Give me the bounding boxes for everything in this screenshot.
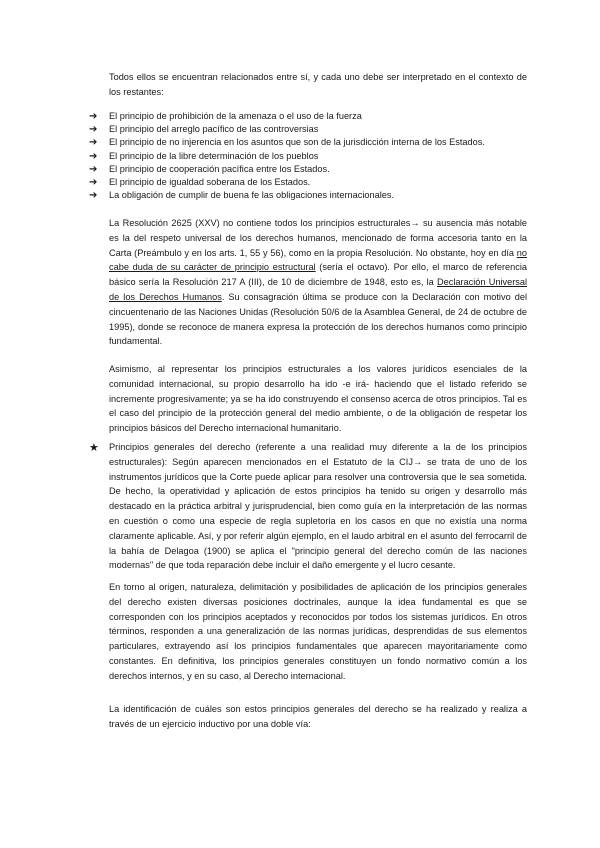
arrow-icon: ➔ bbox=[89, 137, 98, 149]
arrow-icon: ➔ bbox=[89, 111, 98, 122]
list-item-text: El principio de igualdad soberana de los Estados. bbox=[109, 176, 311, 187]
intro-paragraph: Todos ellos se encuentran relacionados entre sí, y cada uno debe ser interpretado en el contexto de los restantes: bbox=[109, 72, 527, 97]
arrow-icon: ➔ bbox=[89, 124, 98, 136]
star-icon: ★ bbox=[89, 442, 99, 454]
arrow-icon: ➔ bbox=[89, 150, 98, 162]
resolution-paragraph bbox=[109, 216, 527, 349]
list-item bbox=[89, 189, 485, 202]
udhr-underline: Declaración Universal de los Derechos Humanos bbox=[109, 277, 528, 302]
list-item-text: La obligación de cumplir de buena fe las obligaciones internacionales. bbox=[109, 190, 395, 201]
resolution-text-1: La Resolución 2625 (XXV) no contiene todos los principios estructurales→ su ausencia más notable es la del respeto universal de los derechos humanos, mencionado de forma accesoria tanto en la Carta (Preámbulo y en los arts. 1, 55 y 56), como en la propia Resolución. No obstante, hoy en día bbox=[109, 218, 527, 258]
resolution-text-3: . Su consagración última se produce con la Declaración con motivo del cincuentenario de las Naciones Unidas (Resolución 50/6 de la Asamblea General, de 24 de octubre de 1995), donde se reconoce de manera expresa la protección de los derechos humanos como principio fundamental. bbox=[109, 291, 528, 347]
list-item-text: El principio de no injerencia en los asuntos que son de la jurisdicción interna de los Estados. bbox=[109, 137, 485, 148]
principles-list bbox=[89, 110, 485, 202]
structural-principle-underline: no cabe duda de su carácter de principio estructural bbox=[109, 247, 527, 273]
list-item bbox=[89, 136, 485, 149]
general-principles-paragraph: Principios generales del derecho (referente a una realidad muy diferente a la de los principios estructurales): Según aparecen mencionados en el Estatuto de la CIJ→ se trata de uno de los instrumentos jurídicos que la Corte puede aplicar para resolver una controversia que le sea sometida. De hecho, la operatividad y aplicación de estos principios ha tenido su origen y desarrollo más destacado en la práctica arbitral y jurisprudencial, bien como guía en la interpretación de las normas en cuestión o como una especie de regla supletoria en los casos en que no existía una norma claramente aplicable. Así, y por referir algún ejemplo, en el laudo arbitral en el asunto del ferrocarril de la bahía de Delagoa (1900) se aplica el "principio general del derecho común de las naciones modernas" de que toda reparación debe incluir el daño emergente y el lucro cesante. bbox=[109, 442, 527, 571]
doctrine-paragraph: En torno al origen, naturaleza, delimitación y posibilidades de aplicación de los principios generales del derecho existen diversas posiciones doctrinales, aunque la idea fundamental es que se corresponden con los principios aceptados y reconocidos por todos los sistemas jurídicos. En otros términos, responden a una generalización de las normas jurídicas, desprendidas de sus elementos particulares, extrayendo así los principios fundamentales que aparecen mayoritariamente como constantes. En definitiva, los principios generales constituyen un fondo normativo común a los derechos internos, y en su caso, al Derecho internacional. bbox=[109, 582, 527, 681]
list-item bbox=[89, 123, 485, 136]
resolution-text-2: (sería el octavo). Por ello, el marco de referencia básico sería la Resolución 217 A (III), de 10 de diciembre de 1948, esto es, la bbox=[109, 262, 527, 288]
arrow-icon: ➔ bbox=[89, 176, 98, 188]
list-item-text: El principio de cooperación pacífica entre los Estados. bbox=[109, 163, 330, 174]
list-item-text: El principio del arreglo pacífico de las controversias bbox=[109, 124, 319, 135]
structural-values-paragraph: Asimismo, al representar los principios estructurales a los valores jurídicos esenciales de la comunidad internacional, su propio desarrollo ha ido -e irá- haciendo que el listado referido se incremente progresivamente; ya se ha ido construyendo el consenso acerca de otros principios. Tal es el caso del principio de la protección general del medio ambiente, o de la obligación de respetar los principios básicos del Derecho internacional humanitario. bbox=[109, 364, 527, 434]
list-item bbox=[89, 163, 485, 176]
identification-paragraph: La identificación de cuáles son estos principios generales del derecho se ha realizado y realiza a través de un ejercicio inductivo por una doble vía: bbox=[109, 704, 527, 729]
list-item bbox=[89, 110, 485, 123]
arrow-icon: ➔ bbox=[89, 163, 98, 175]
list-item-text: El principio de la libre determinación de los pueblos bbox=[109, 150, 319, 161]
list-item-text: El principio de prohibición de la amenaza o el uso de la fuerza bbox=[109, 111, 362, 121]
list-item bbox=[89, 176, 485, 189]
arrow-icon: ➔ bbox=[89, 190, 98, 202]
list-item bbox=[89, 150, 485, 163]
